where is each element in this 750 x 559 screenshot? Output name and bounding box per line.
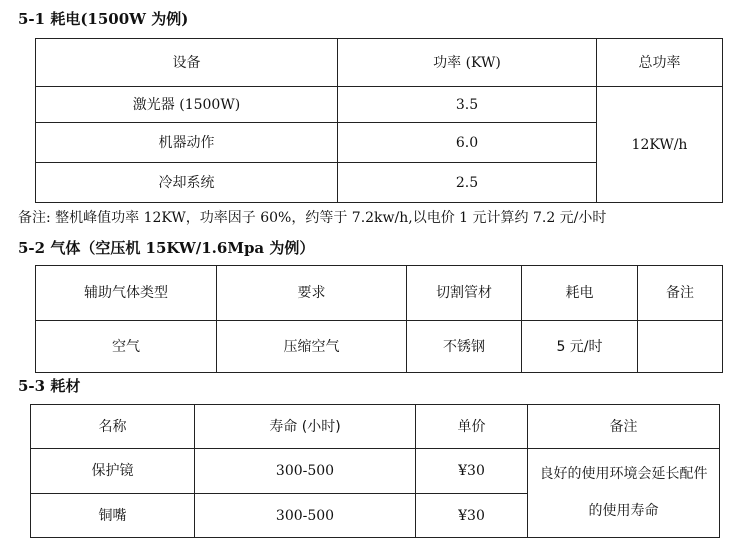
life-cell: 300-500 xyxy=(195,449,416,494)
header-remark: 备注 xyxy=(638,266,723,321)
remark-cell xyxy=(638,321,723,373)
gas-table xyxy=(35,265,723,373)
table-row xyxy=(31,494,720,538)
device-cell: 冷却系统 xyxy=(36,163,338,203)
remark-cell-line1: 良好的使用环境会延长配件 xyxy=(528,449,720,494)
price-cell: ¥30 xyxy=(416,494,528,538)
power-cost-cell: 5 元/时 xyxy=(522,321,638,373)
section-heading-power: 5-1 耗电(1500W 为例) xyxy=(18,10,189,28)
header-name: 名称 xyxy=(31,405,195,449)
requirement-cell: 压缩空气 xyxy=(217,321,407,373)
power-consumption-table xyxy=(35,38,723,203)
table-row xyxy=(36,321,723,373)
consumables-table xyxy=(30,404,720,538)
section-heading-consumables: 5-3 耗材 xyxy=(18,377,81,395)
header-life: 寿命 (小时) xyxy=(195,405,416,449)
device-cell: 机器动作 xyxy=(36,123,338,163)
header-price: 单价 xyxy=(416,405,528,449)
table-header-row xyxy=(31,405,720,449)
power-note: 备注: 整机峰值功率 12KW，功率因子 60%，约等于 7.2kw/h,以电价 1 元计算约 7.2 元/小时 xyxy=(18,210,607,226)
material-cell: 不锈钢 xyxy=(407,321,522,373)
device-cell: 激光器 (1500W) xyxy=(36,87,338,123)
remark-cell-line2: 的使用寿命 xyxy=(528,494,720,538)
gas-type-cell: 空气 xyxy=(36,321,217,373)
price-cell: ¥30 xyxy=(416,449,528,494)
table-row xyxy=(36,87,723,123)
total-power-cell: 12KW/h xyxy=(597,87,723,203)
header-total-power: 总功率 xyxy=(597,39,723,87)
power-cell: 2.5 xyxy=(338,163,597,203)
table-header-row xyxy=(36,266,723,321)
header-requirement: 要求 xyxy=(217,266,407,321)
name-cell: 保护镜 xyxy=(31,449,195,494)
power-cell: 6.0 xyxy=(338,123,597,163)
header-power: 功率 (KW) xyxy=(338,39,597,87)
power-cell: 3.5 xyxy=(338,87,597,123)
life-cell: 300-500 xyxy=(195,494,416,538)
header-cut-material: 切割管材 xyxy=(407,266,522,321)
table-row xyxy=(31,449,720,494)
header-device: 设备 xyxy=(36,39,338,87)
section-heading-gas: 5-2 气体（空压机 15KW/1.6Mpa 为例） xyxy=(18,239,315,257)
name-cell: 铜嘴 xyxy=(31,494,195,538)
header-remark: 备注 xyxy=(528,405,720,449)
header-power-cost: 耗电 xyxy=(522,266,638,321)
header-gas-type: 辅助气体类型 xyxy=(36,266,217,321)
table-header-row xyxy=(36,39,723,87)
